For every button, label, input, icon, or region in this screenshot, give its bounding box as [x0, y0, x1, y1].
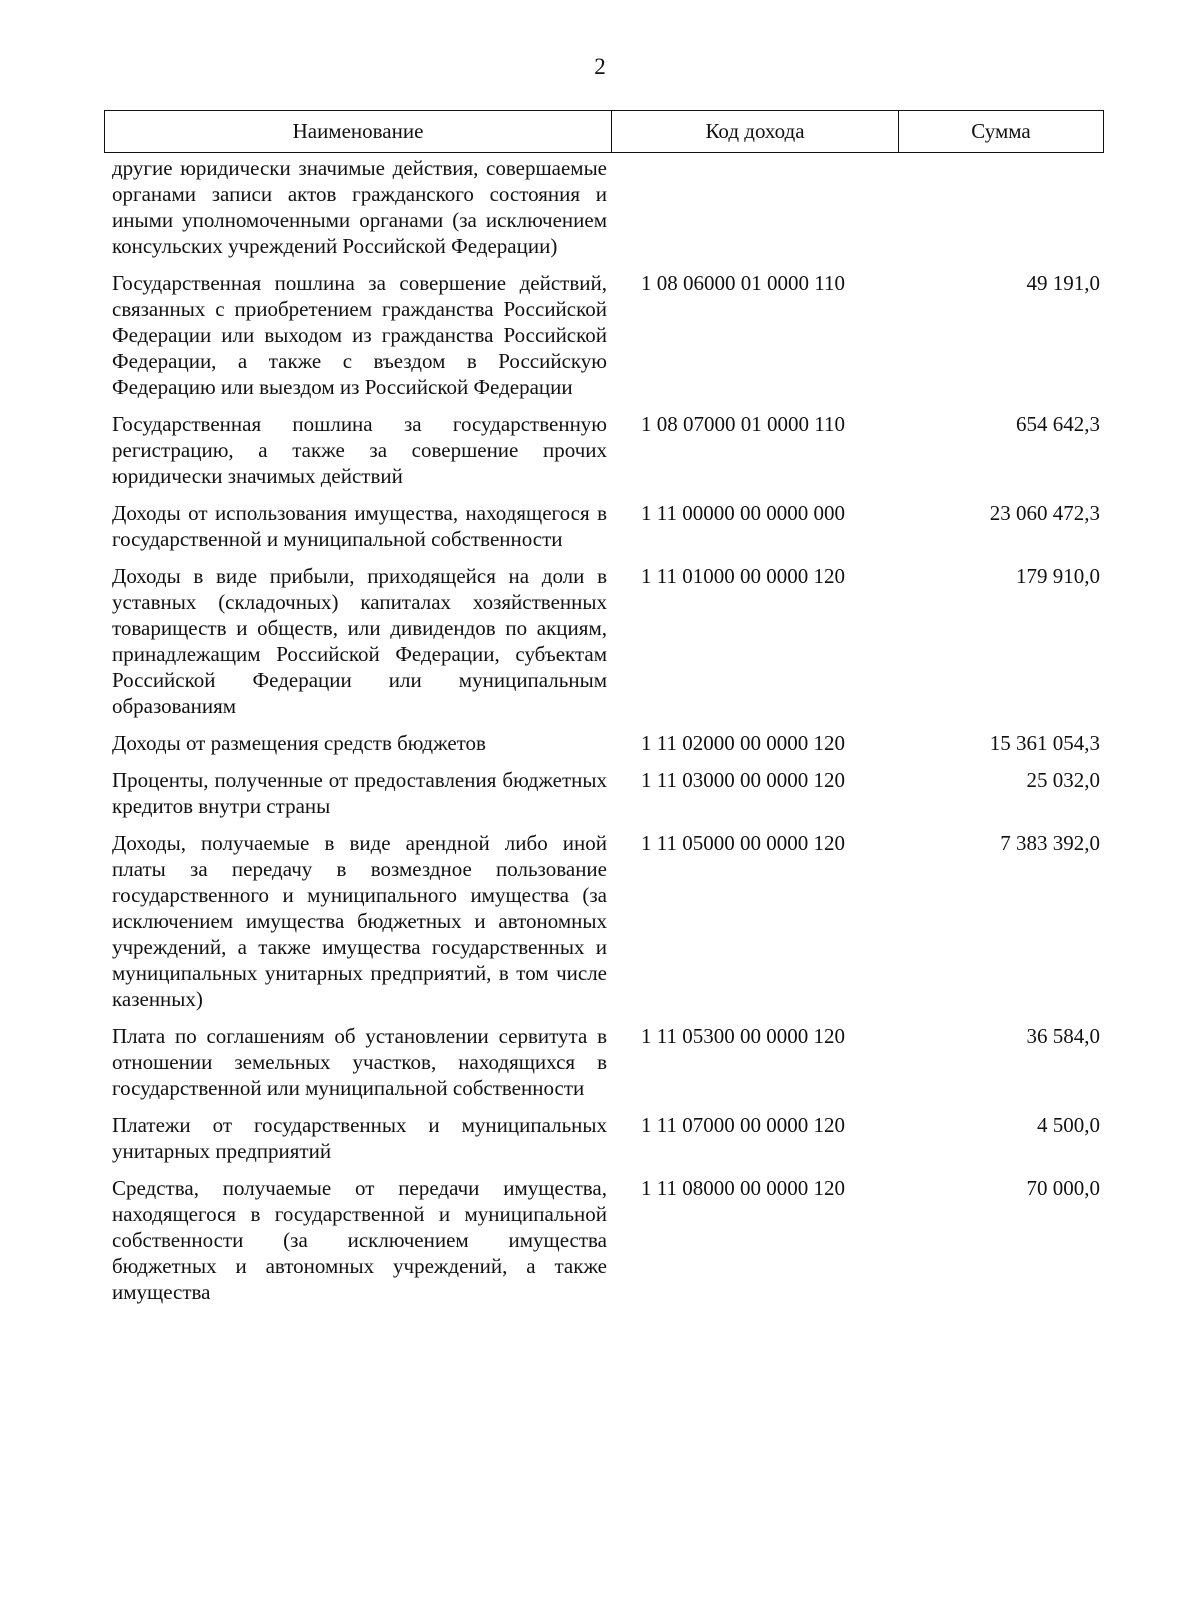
- row-sum: 23 060 472,3: [989, 501, 1100, 525]
- table-row: [112, 411, 1104, 489]
- row-sum: 179 910,0: [1016, 564, 1100, 588]
- row-name: Государственная пошлина за совершение действий, связанных с приобретением гражданства Российской Федерации или выходом из гражданства Российской Федерации, а также с въездом в Российскую Федерацию или выездом из Российской Федерации: [112, 271, 607, 399]
- row-name: Доходы, получаемые в виде арендной либо иной платы за передачу в возмездное пользование государственного и муниципального имущества (за исключением имущества бюджетных и автономных учреждений, а также имущества государственных и муниципальных унитарных предприятий, в том числе казенных): [112, 831, 607, 1011]
- header-code: Код дохода: [612, 111, 899, 152]
- header-sum: Сумма: [971, 119, 1031, 143]
- row-name: Платежи от государственных и муниципальных унитарных предприятий: [112, 1113, 607, 1163]
- row-name: Доходы от использования имущества, находящегося в государственной и муниципальной собственности: [112, 501, 607, 551]
- row-sum: 15 361 054,3: [989, 731, 1100, 755]
- row-code: 1 11 02000 00 0000 120: [641, 731, 845, 755]
- row-sum: 25 032,0: [1026, 768, 1100, 792]
- row-sum: 49 191,0: [1026, 271, 1100, 295]
- table-row: [112, 500, 1104, 552]
- table-row: [112, 1175, 1104, 1305]
- row-code: 1 11 03000 00 0000 120: [641, 768, 845, 792]
- table-row: [112, 830, 1104, 1012]
- table-row: [112, 1112, 1104, 1164]
- row-code: 1 11 05000 00 0000 120: [641, 831, 845, 855]
- row-name: Государственная пошлина за государственную регистрацию, а также за совершение прочих юридически значимых действий: [112, 412, 607, 488]
- row-sum: 70 000,0: [1026, 1176, 1100, 1200]
- table-row: [112, 767, 1104, 819]
- row-sum: 4 500,0: [1037, 1113, 1100, 1137]
- table-row: [112, 155, 1104, 259]
- row-code: 1 11 05300 00 0000 120: [641, 1024, 845, 1048]
- table-row: [112, 730, 1104, 756]
- row-code: 1 11 07000 00 0000 120: [641, 1113, 845, 1137]
- header-name: Наименование: [105, 111, 612, 152]
- table-header: [104, 110, 1104, 153]
- row-name: Средства, получаемые от передачи имущества, находящегося в государственной и муниципальной собственности (за исключением имущества бюджетных и автономных учреждений, а также имущества: [112, 1176, 607, 1304]
- page-number: 2: [594, 54, 606, 79]
- table-row: [112, 1023, 1104, 1101]
- row-name: Доходы от размещения средств бюджетов: [112, 731, 486, 755]
- row-code: 1 08 07000 01 0000 110: [641, 412, 845, 436]
- row-code: 1 11 01000 00 0000 120: [641, 564, 845, 588]
- row-code: 1 08 06000 01 0000 110: [641, 271, 845, 295]
- row-sum: 7 383 392,0: [1000, 831, 1100, 855]
- table-body: [112, 155, 1104, 1316]
- row-name: Доходы в виде прибыли, приходящейся на доли в уставных (складочных) капиталах хозяйственных товариществ и обществ, или дивидендов по акциям, принадлежащим Российской Федерации, субъектам Российской Федерации или муниципальным образованиям: [112, 564, 607, 718]
- table-row: [112, 563, 1104, 719]
- table-row: [112, 270, 1104, 400]
- row-name: Проценты, полученные от предоставления бюджетных кредитов внутри страны: [112, 768, 607, 818]
- row-sum: 654 642,3: [1016, 412, 1100, 436]
- row-sum: 36 584,0: [1026, 1024, 1100, 1048]
- row-code: 1 11 08000 00 0000 120: [641, 1176, 845, 1200]
- row-code: 1 11 00000 00 0000 000: [641, 501, 845, 525]
- row-name: другие юридически значимые действия, совершаемые органами записи актов гражданского состояния и иными уполномоченными органами (за исключением консульских учреждений Российской Федерации): [112, 156, 607, 258]
- row-name: Плата по соглашениям об установлении сервитута в отношении земельных участков, находящихся в государственной или муниципальной собственности: [112, 1024, 607, 1100]
